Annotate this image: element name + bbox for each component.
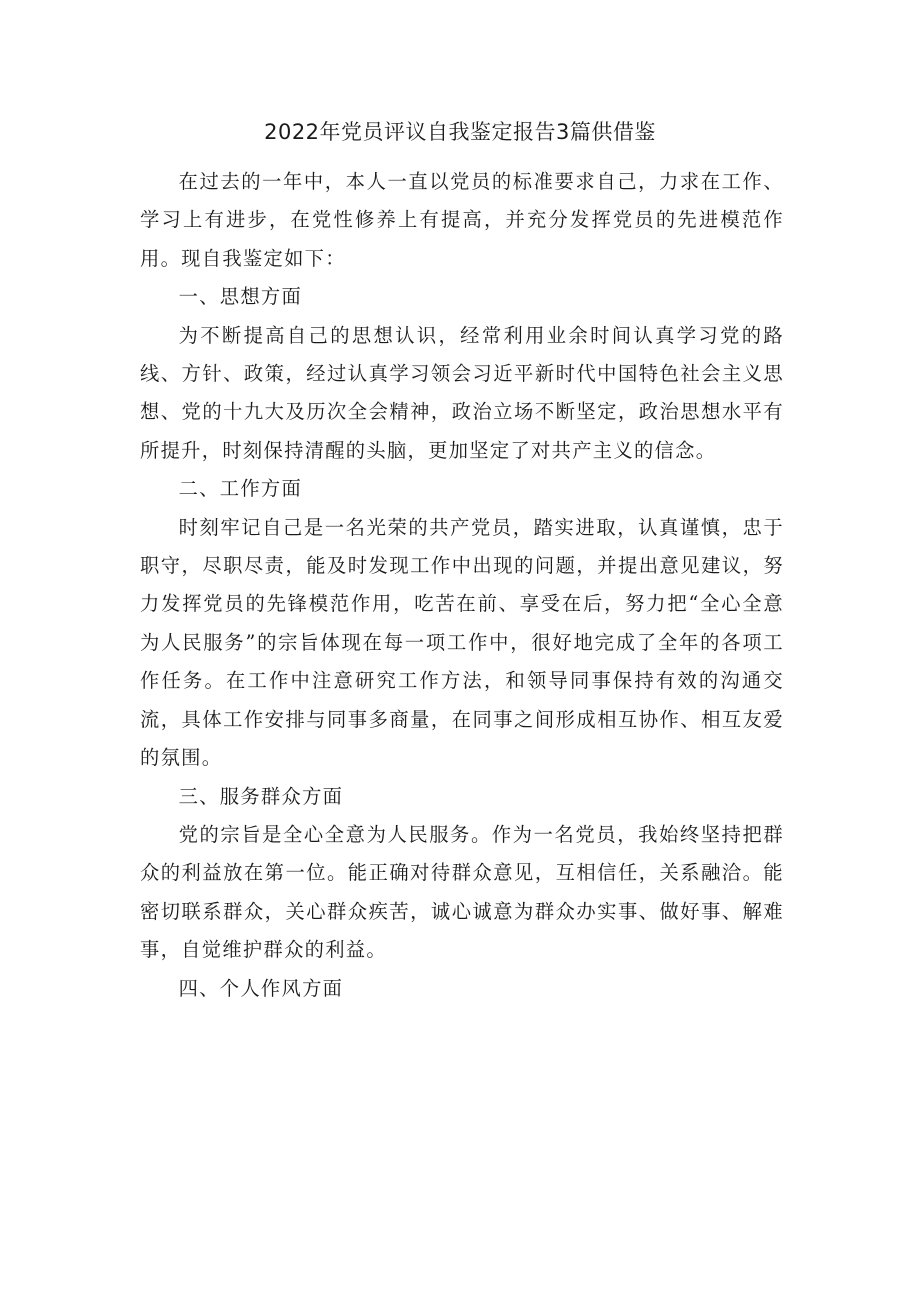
section-heading-thought: 一、思想方面 bbox=[178, 285, 303, 309]
document-title: 2022年党员评议自我鉴定报告3篇供借鉴 bbox=[264, 120, 656, 144]
thought-paragraph: 为不断提高自己的思想认识，经常利用业余时间认真学习党的路线、方针、政策，经过认真学习领会习近平新时代中国特色社会主义思想、党的十九大及历次全会精神，政治立场不断坚定，政治思想水平有所提升，时刻保持清醒的头脑，更加坚定了对共产主义的信念。 bbox=[140, 323, 784, 462]
service-paragraph: 党的宗旨是全心全意为人民服务。作为一名党员，我始终坚持把群众的利益放在第一位。能正确对待群众意见，互相信任，关系融洽。能密切联系群众，关心群众疾苦，诚心诚意为群众办实事、做好事、解难事，自觉维护群众的利益。 bbox=[140, 822, 784, 962]
intro-paragraph: 在过去的一年中，本人一直以党员的标准要求自己，力求在工作、学习上有进步，在党性修养上有提高，并充分发挥党员的先进模范作用。现自我鉴定如下： bbox=[140, 170, 784, 270]
section-heading-service: 三、服务群众方面 bbox=[178, 784, 344, 808]
section-heading-work: 二、工作方面 bbox=[178, 477, 303, 501]
work-paragraph: 时刻牢记自己是一名光荣的共产党员，踏实进取，认真谨慎，忠于职守，尽职尽责，能及时发现工作中出现的问题，并提出意见建议，努力发挥党员的先锋模范作用，吃苦在前、享受在后，努力把“全心全意为人民服务”的宗旨体现在每一项工作中，很好地完成了全年的各项工作任务。在工作中注意研究工作方法，和领导同事保持有效的沟通交流，具体工作安排与同事多商量，在同事之间形成相互协作、相互友爱的氛围。 bbox=[140, 515, 784, 770]
section-heading-style: 四、个人作风方面 bbox=[178, 976, 344, 1000]
document-body bbox=[140, 163, 784, 1008]
